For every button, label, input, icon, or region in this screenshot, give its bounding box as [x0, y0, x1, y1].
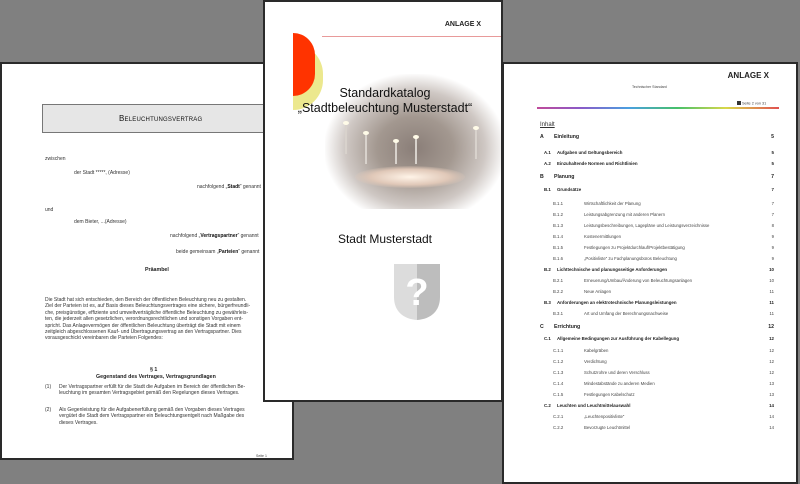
toc-label: „Leuchtenpositivliste“ — [584, 414, 625, 419]
page-indicator: Seite 2 von 31 — [737, 101, 766, 106]
toc-page: 12 — [769, 370, 774, 375]
toc-page: 12 — [769, 359, 774, 364]
toc-entry[interactable] — [504, 187, 798, 198]
toc-number: C.1.2 — [553, 359, 564, 364]
toc-entry[interactable] — [504, 150, 798, 161]
toc-number: B.2 — [544, 267, 551, 272]
toc-label: Leistungsbeschreibungen, Lagepläne und Leistungsverzeichnisse — [584, 223, 710, 228]
preamble-heading: Präambel — [145, 267, 169, 273]
rainbow-rule — [537, 107, 779, 109]
toc-number: C.2 — [544, 403, 551, 408]
toc-entry[interactable] — [504, 359, 798, 370]
svg-text:?: ? — [405, 272, 429, 314]
header-rule — [322, 36, 503, 37]
toc-entry[interactable] — [504, 311, 798, 322]
toc-label: Kostenermittlungen — [584, 234, 622, 239]
annex-label: ANLAGE X — [727, 71, 769, 80]
toc-page: 7 — [771, 187, 774, 192]
contract-page — [0, 62, 294, 460]
toc-page: 11 — [769, 300, 774, 305]
toc-label: Mindestabstände zu anderen Medien — [584, 381, 655, 386]
party1-address: der Stadt *****, (Adresse) — [74, 170, 130, 176]
toc-page: 10 — [769, 278, 774, 283]
toc-number: A.2 — [544, 161, 551, 166]
toc-page: 8 — [771, 223, 774, 228]
toc-entry[interactable] — [504, 403, 798, 414]
toc-entry[interactable] — [504, 212, 798, 223]
toc-page: 5 — [771, 150, 774, 155]
toc-number: B.1 — [544, 187, 551, 192]
toc-number: C.1.1 — [553, 348, 564, 353]
toc-page: 7 — [771, 212, 774, 217]
both-named: beide gemeinsam „Parteien“ genannt — [176, 249, 260, 255]
toc-label: Neue Anlagen — [584, 289, 611, 294]
toc-number: B.3 — [544, 300, 551, 305]
toc-page: 7 — [771, 201, 774, 206]
toc-page: 14 — [769, 414, 774, 419]
toc-label: Einzuhaltende Normen und Richtlinien — [557, 161, 638, 166]
toc-label: Wirtschaftlichkeit der Planung — [584, 201, 641, 206]
toc-number: B — [540, 174, 544, 180]
preamble-text: Die Stadt hat sich entschieden, den Bereich der öffentlichen Beleuchtung neu zu gestalten. Ziel der Parteien ist es, auf Basis dieses Beleuchtungsvertrages eine sichere, bürgerfreundli- che, preisgünstige, effiziente und umweltverträgliche öffentliche Beleuchtung zu gewährleis- ten, die jederzeit allen gesetzlichen, verordnungsrechtlichen und sonstigen Vorgaben ent- spricht. Das Anlagevermögen der öffentlichen Beleuchtung überträgt die Stadt mit einem zeitgleich abgeschlossenen Kauf- und Übertragungsvertrag an den Vertragspartner. Dies vorausgeschickt vereinbaren die Parteien Folgendes: — [45, 297, 251, 342]
annex-label: ANLAGE X — [444, 21, 481, 28]
toc-entry[interactable] — [504, 370, 798, 381]
toc-entry[interactable] — [504, 134, 798, 145]
toc-number: C.1.5 — [553, 392, 564, 397]
clause-text: Als Gegenleistung für die Aufgabenerfüllung gemäß den Vorgaben dieses Vertrages vergütet die Stadt dem Vertragspartner ein Beleuchtungsentgelt nach Maßgabe des dieses Vertrages. — [59, 407, 245, 426]
toc-page: 13 — [769, 381, 774, 386]
toc-label: Grundsätze — [557, 187, 582, 192]
toc-label: Verdichtung — [584, 359, 607, 364]
coat-of-arms-placeholder-icon — [393, 263, 441, 321]
toc-page: 14 — [769, 403, 774, 408]
toc-number: B.1.2 — [553, 212, 564, 217]
city-name: Stadt Musterstadt — [337, 232, 433, 246]
toc-label: Bevorzugte Leuchtmittel — [584, 425, 631, 430]
toc-number: C.1.3 — [553, 370, 564, 375]
party-intro: zwischen — [45, 156, 66, 162]
toc-number: A — [540, 134, 544, 140]
toc-label: Errichtung — [554, 324, 581, 330]
contract-title-box — [42, 104, 294, 133]
toc-page: 7 — [771, 174, 774, 180]
section-number: § 1 — [150, 367, 158, 373]
toc-page: 5 — [771, 134, 774, 140]
toc-number: A.1 — [544, 150, 551, 155]
toc-label: Aufgaben und Geltungsbereich — [557, 150, 623, 155]
toc-page: 13 — [769, 392, 774, 397]
toc-entry[interactable] — [504, 161, 798, 172]
toc-number: B.1.4 — [553, 234, 564, 239]
toc-label: Einleitung — [554, 134, 580, 140]
toc-page: 9 — [771, 245, 774, 250]
toc-number: B.3.1 — [553, 311, 564, 316]
toc-label: „Positivliste“ zu Fachplanungsbüros Beleuchtung — [584, 256, 677, 261]
toc-page: 9 — [771, 234, 774, 239]
toc-number: B.1.5 — [553, 245, 564, 250]
toc-entry[interactable] — [504, 348, 798, 359]
and-text: und — [45, 207, 54, 213]
toc-number: C.1 — [544, 336, 551, 341]
toc-page: 12 — [769, 348, 774, 353]
page-footer: Seite 1 — [256, 454, 267, 458]
toc-label: Lichttechnische und planungsseitige Anforderungen — [557, 267, 668, 272]
toc-page: 9 — [771, 256, 774, 261]
party1-named: nachfolgend „Stadt“ genannt — [197, 184, 261, 190]
toc-page: 10 — [769, 267, 774, 272]
toc-entry[interactable] — [504, 289, 798, 300]
document-subtitle: Technischer Standard — [632, 85, 667, 89]
catalog-title: Standardkatalog „Stadtbeleuchtung Musterstadt“ — [297, 86, 473, 115]
toc-label: Schutzrohre und deren Verschluss — [584, 370, 650, 375]
toc-entry[interactable] — [504, 324, 798, 335]
toc-page: 12 — [769, 336, 774, 341]
party2-address: dem Bieter, ...(Adresse) — [74, 219, 127, 225]
toc-label: Leistungsabgrenzung mit anderen Planern — [584, 212, 665, 217]
toc-label: Allgemeine Bedingungen zur Ausführung der Kabellegung — [557, 336, 680, 341]
toc-number: C.2.2 — [553, 425, 564, 430]
clause-text: Der Vertragspartner erfüllt für die Stadt die Aufgaben im Bereich der öffentlichen Be- leuchtung im gesamten Vertragsgebiet gemäß den Regelungen dieses Vertrages. — [59, 384, 246, 397]
toc-label: Erneuerung/Umbau/Änderung von Beleuchtungsanlagen — [584, 278, 692, 283]
toc-label: Festlegungen Kabelschutz — [584, 392, 635, 397]
clause-number: (2) — [45, 407, 52, 413]
toc-entry[interactable] — [504, 174, 798, 185]
page-icon — [737, 101, 741, 105]
section-title: Gegenstand des Vertrages, Vertragsgrundlagen — [96, 374, 216, 380]
party2-named: nachfolgend „Vertragspartner“ genannt — [170, 233, 259, 239]
toc-entry[interactable] — [504, 278, 798, 289]
toc-entry[interactable] — [504, 256, 798, 267]
toc-number: B.2.1 — [553, 278, 564, 283]
toc-entry[interactable] — [504, 414, 798, 425]
toc-entry[interactable] — [504, 201, 798, 212]
toc-number: B.1.6 — [553, 256, 564, 261]
toc-label: Planung — [554, 174, 575, 180]
toc-page: 5 — [771, 161, 774, 166]
toc-page: 11 — [769, 289, 774, 294]
toc-label: Leuchten und Leuchtmittelauswahl — [557, 403, 631, 408]
toc-entry[interactable] — [504, 300, 798, 311]
toc-label: Art und Umfang der Berechnungsnachweise — [584, 311, 669, 316]
toc-heading: Inhalt — [540, 122, 555, 128]
toc-number: B.1.1 — [553, 201, 564, 206]
toc-number: C.1.4 — [553, 381, 564, 386]
toc-entry[interactable] — [504, 234, 798, 245]
toc-entry[interactable] — [504, 392, 798, 403]
toc-entry[interactable] — [504, 425, 798, 436]
toc-label: Anforderungen an elektrotechnische Planungsleistungen — [557, 300, 677, 305]
toc-page: 12 — [768, 324, 774, 330]
toc-page — [502, 62, 798, 484]
cover-page — [263, 0, 503, 402]
toc-number: B.1.3 — [553, 223, 564, 228]
toc-label: Festlegungen zu Projektdurchlauf/Projektbestätigung — [584, 245, 685, 250]
toc-number: B.2.2 — [553, 289, 564, 294]
toc-entry[interactable] — [504, 267, 798, 278]
toc-page: 14 — [769, 425, 774, 430]
toc-entry[interactable] — [504, 245, 798, 256]
toc-entry[interactable] — [504, 336, 798, 347]
toc-number: C.2.1 — [553, 414, 564, 419]
contract-title: Beleuchtungsvertrag — [119, 114, 203, 123]
toc-entry[interactable] — [504, 223, 798, 234]
clause-number: (1) — [45, 384, 52, 390]
toc-entry[interactable] — [504, 381, 798, 392]
toc-label: Kabelgräben — [584, 348, 609, 353]
toc-page: 11 — [769, 311, 774, 316]
toc-number: C — [540, 324, 544, 330]
